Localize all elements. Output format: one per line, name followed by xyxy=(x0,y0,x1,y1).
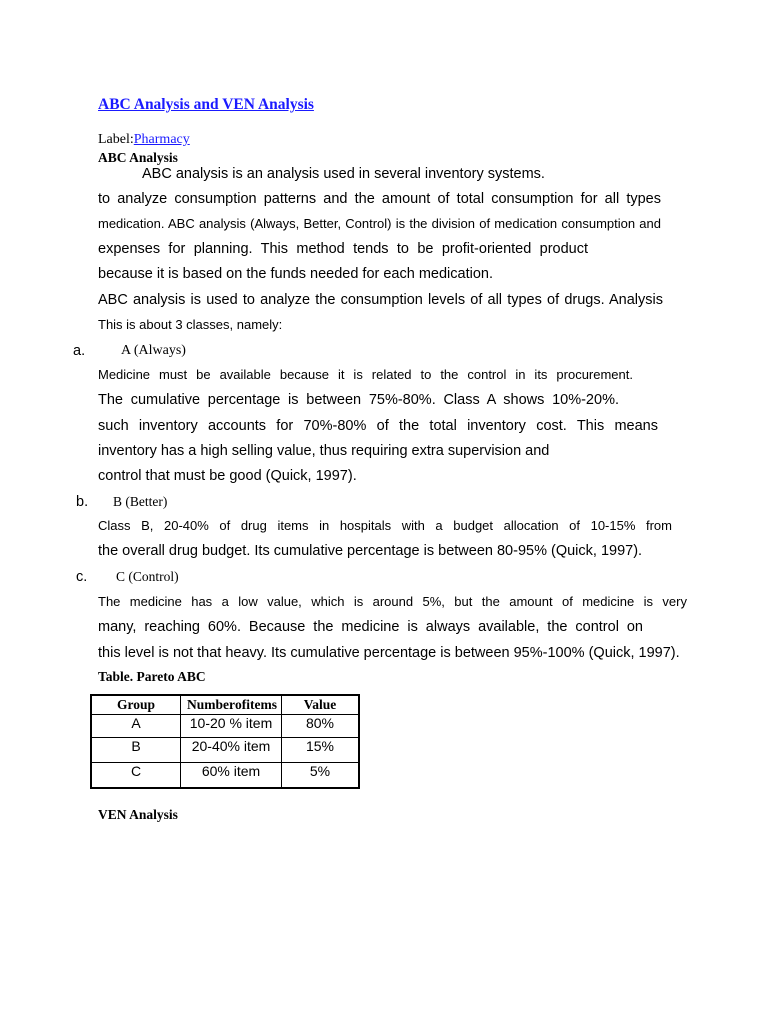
class-a-line: inventory has a high selling value, thus requiring extra supervision and xyxy=(98,443,550,459)
label-link-pharmacy[interactable]: Pharmacy xyxy=(133,132,190,147)
table-cell-items: 60% item xyxy=(181,763,282,789)
table-cell-group: A xyxy=(91,715,181,738)
class-a-heading: A (Always) xyxy=(121,343,186,358)
paragraph-line: expenses for planning. This method tends to be profit-oriented product xyxy=(98,241,588,257)
pareto-abc-table xyxy=(90,694,360,789)
paragraph-line: medication. ABC analysis (Always, Better, Control) is the division of medication consumption and xyxy=(98,216,661,231)
class-a-line: The cumulative percentage is between 75%-80%. Class A shows 10%-20%. xyxy=(98,392,619,408)
paragraph-line: to analyze consumption patterns and the amount of total consumption for all types xyxy=(98,191,661,207)
table-header-number-of-items: Number of items xyxy=(181,695,282,715)
table-caption: Table. Pareto ABC xyxy=(98,669,206,684)
class-b-line: Class B, 20-40% of drug items in hospitals with a budget allocation of 10-15% from xyxy=(98,518,672,533)
table-header-group: Group xyxy=(91,695,181,715)
table-cell-items: 10-20 % item xyxy=(181,715,282,738)
table-row xyxy=(91,738,359,763)
list-marker-c: c. xyxy=(76,569,88,585)
paragraph-line: ABC analysis is an analysis used in several inventory systems. xyxy=(142,166,545,182)
class-c-line: many, reaching 60%. Because the medicine is always available, the control on xyxy=(98,619,643,635)
class-a-line: Medicine must be available because it is related to the control in its procurement. xyxy=(98,367,633,382)
class-c-line: The medicine has a low value, which is around 5%, but the amount of medicine is very xyxy=(98,594,687,609)
document-title[interactable]: ABC Analysis and VEN Analysis xyxy=(98,96,314,113)
abc-heading: ABC Analysis xyxy=(98,150,178,165)
table-row xyxy=(91,763,359,789)
class-b-line: the overall drug budget. Its cumulative percentage is between 80-95% (Quick, 1997). xyxy=(98,543,643,559)
table-cell-value: 5% xyxy=(282,763,360,789)
table-cell-group: C xyxy=(91,763,181,789)
table-cell-group: B xyxy=(91,738,181,763)
table-header-value: Value xyxy=(282,695,360,715)
list-marker-b: b. xyxy=(76,494,89,510)
ven-heading: VEN Analysis xyxy=(98,807,178,822)
paragraph-line: because it is based on the funds needed for each medication. xyxy=(98,266,493,282)
label-prefix: Label: xyxy=(98,132,134,147)
paragraph-line: This is about 3 classes, namely: xyxy=(98,317,283,332)
paragraph-line: ABC analysis is used to analyze the consumption levels of all types of drugs. Analysis xyxy=(98,292,663,308)
label-line xyxy=(98,132,190,148)
table-row xyxy=(91,715,359,738)
table-cell-value: 15% xyxy=(282,738,360,763)
class-b-heading: B (Better) xyxy=(113,494,168,509)
class-a-line: such inventory accounts for 70%-80% of the total inventory cost. This means xyxy=(98,418,658,434)
class-c-line: this level is not that heavy. Its cumulative percentage is between 95%-100% (Quick, 1997). xyxy=(98,645,680,661)
table-cell-value: 80% xyxy=(282,715,360,738)
class-a-line: control that must be good (Quick, 1997). xyxy=(98,468,357,484)
table-cell-items: 20-40% item xyxy=(181,738,282,763)
list-marker-a: a. xyxy=(73,343,86,359)
table-header-row xyxy=(91,695,359,715)
class-c-heading: C (Control) xyxy=(116,569,179,584)
